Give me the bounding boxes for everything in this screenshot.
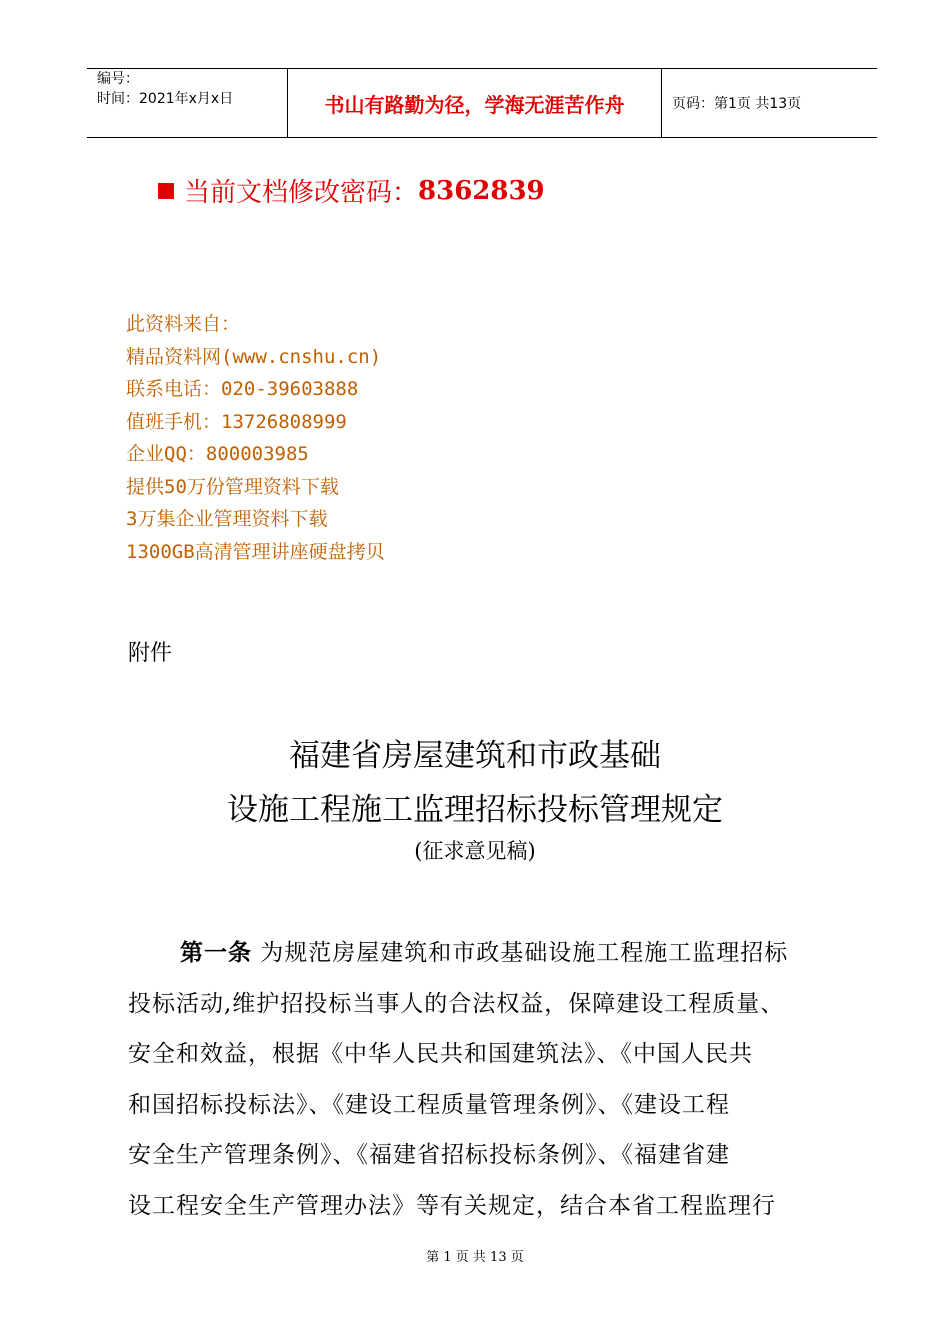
article-line: 投标活动,维护招投标当事人的合法权益，保障建设工程质量、 (128, 990, 785, 1017)
header-motto: 书山有路勤为径，学海无涯苦作舟 (288, 69, 662, 137)
document-title-line1: 福建省房屋建筑和市政基础 (289, 738, 661, 774)
password-line (158, 172, 545, 209)
article-line: 和国招标投标法》、《建设工程质量管理条例》、《建设工程 (128, 1091, 730, 1118)
password-label: 当前文档修改密码： (184, 178, 419, 208)
source-line: 精品资料网(www.cnshu.cn) (126, 345, 382, 368)
source-line: 1300GB高清管理讲座硬盘拷贝 (126, 540, 385, 563)
header-page-info: 页码：第1页 共13页 (672, 96, 802, 112)
article-line: 设工程安全生产管理办法》等有关规定，结合本省工程监理行 (128, 1192, 776, 1219)
article-lead: 第一条 (180, 939, 252, 966)
source-line: 值班手机：13726808999 (126, 410, 347, 433)
document-title-line2: 设施工程施工监理招标投标管理规定 (227, 792, 723, 828)
time-label: 时间：2021年x月x日 (97, 91, 234, 107)
header-table (87, 68, 877, 138)
attachment-label: 附件 (128, 641, 173, 666)
article-line: 安全和效益，根据《中华人民共和国建筑法》、《中国人民共 (128, 1041, 753, 1067)
password-value: 8362839 (418, 175, 545, 206)
document-subtitle: (征求意见稿) (414, 839, 536, 863)
source-line: 企业QQ：800003985 (126, 443, 309, 465)
source-line: 此资料来自： (126, 313, 241, 335)
source-line: 提供50万份管理资料下载 (126, 475, 339, 498)
header-meta-cell (87, 69, 288, 137)
square-bullet-icon (158, 183, 174, 199)
source-line: 3万集企业管理资料下载 (126, 508, 328, 530)
source-line: 联系电话：020-39603888 (126, 378, 359, 400)
article-body (128, 928, 838, 1231)
article-line (128, 928, 838, 979)
number-label: 编号： (97, 71, 139, 87)
article-line: 安全生产管理条例》、《福建省招标投标条例》、《福建省建 (128, 1142, 730, 1168)
source-info (126, 308, 385, 568)
article-text: 为规范房屋建筑和市政基础设施工程施工监理招标 (252, 940, 789, 966)
page-footer: 第 1 页 共 13 页 (426, 1250, 524, 1265)
